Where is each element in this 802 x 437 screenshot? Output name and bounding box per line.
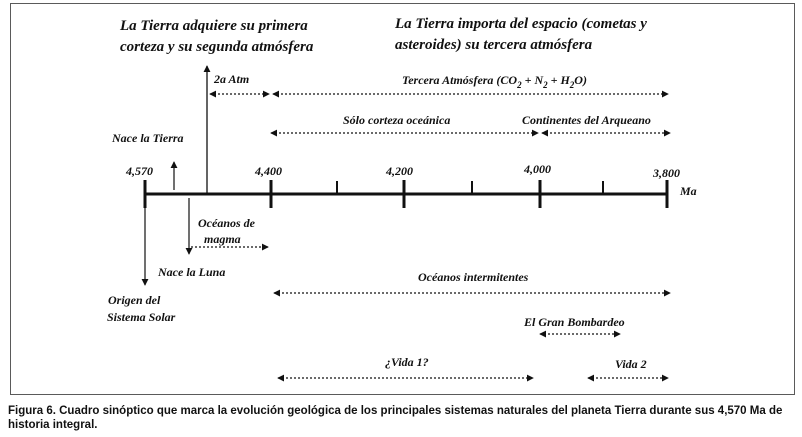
label-nace-luna: Nace la Luna (158, 265, 226, 279)
label-vida-1: ¿Vida 1? (385, 355, 429, 369)
figure-caption: Figura 6. Cuadro sinóptico que marca la evolución geológica de los principales sistemas naturales del planeta Tierra durante sus 4,570 Ma de historia integral. (8, 405, 783, 431)
heading-left-line1: La Tierra adquiere su primera (120, 18, 308, 34)
label-oceanos-magma-line2: magma (204, 232, 241, 246)
label-oceanos-intermitentes: Océanos intermitentes (418, 270, 529, 284)
label-gran-bombardeo: El Gran Bombardeo (524, 315, 625, 329)
axis-unit: Ma (680, 184, 697, 198)
label-origen-line1: Origen del (108, 293, 161, 307)
tick-label-3800: 3,800 (653, 166, 680, 180)
heading-right-line2: asteroides) su tercera atmósfera (395, 37, 593, 53)
label-2a-atm: 2a Atm (214, 72, 250, 86)
heading-left-line2: corteza y su segunda atmósfera (120, 39, 314, 55)
label-oceanos-magma-line1: Océanos de (198, 216, 255, 230)
label-tercera-atmosfera: Tercera Atmósfera $(CO_2 + N_2 + H_2O)$ (402, 73, 587, 90)
label-corteza-oceanica: Sólo corteza oceánica (343, 113, 451, 127)
tick-label-4570: 4,570 (126, 164, 153, 178)
label-nace-tierra: Nace la Tierra (112, 131, 184, 145)
tick-label-4200: 4,200 (386, 164, 413, 178)
label-continentes-arqueano: Continentes del Arqueano (522, 113, 651, 127)
label-vida-2: Vida 2 (615, 357, 647, 371)
tick-label-4400: 4,400 (255, 164, 282, 178)
heading-right-line1: La Tierra importa del espacio (cometas y (395, 16, 647, 32)
tick-label-4000: 4,000 (524, 162, 551, 176)
label-origen-line2: Sistema Solar (107, 310, 176, 324)
